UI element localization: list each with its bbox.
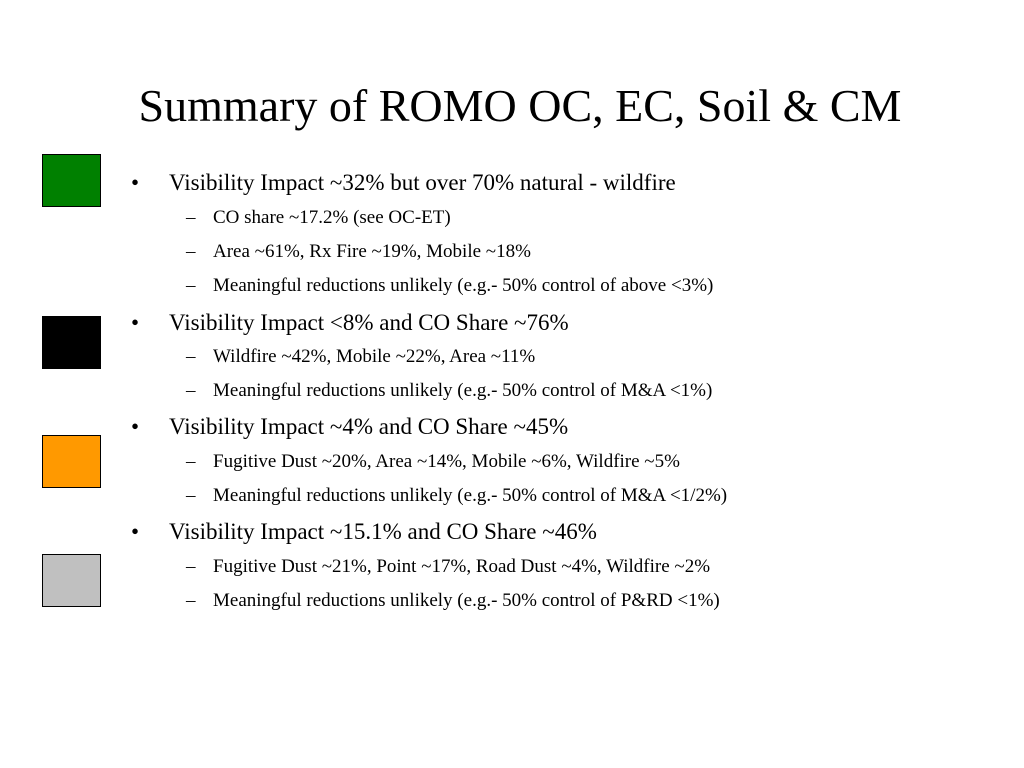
bullet-text: Visibility Impact <8% and CO Share ~76%	[169, 310, 569, 335]
sub-bullet-text: Meaningful reductions unlikely (e.g.- 50% control of M&A <1/2%)	[213, 485, 728, 506]
sub-bullet-item	[186, 379, 712, 403]
dash-marker: –	[186, 451, 196, 472]
ec-color-swatch	[42, 316, 101, 369]
sub-bullet-text: Meaningful reductions unlikely (e.g.- 50% control of P&RD <1%)	[213, 590, 720, 611]
sub-bullet-text: Wildfire ~42%, Mobile ~22%, Area ~11%	[213, 346, 536, 367]
sub-bullet-text: Meaningful reductions unlikely (e.g.- 50% control of above <3%)	[213, 275, 714, 296]
bullet-text: Visibility Impact ~32% but over 70% natural - wildfire	[169, 170, 676, 195]
dash-marker: –	[186, 346, 196, 367]
bullet-item	[131, 169, 676, 197]
sub-bullet-text: Area ~61%, Rx Fire ~19%, Mobile ~18%	[213, 241, 531, 262]
oc-color-swatch	[42, 154, 101, 207]
sub-bullet-item	[186, 555, 710, 579]
bullet-text: Visibility Impact ~4% and CO Share ~45%	[169, 414, 569, 439]
bullet-marker: •	[131, 519, 140, 544]
sub-bullet-item	[186, 274, 713, 298]
dash-marker: –	[186, 207, 196, 228]
bullet-item	[131, 413, 568, 441]
bullet-marker: •	[131, 310, 140, 335]
dash-marker: –	[186, 275, 196, 296]
sub-bullet-text: Fugitive Dust ~20%, Area ~14%, Mobile ~6%, Wildfire ~5%	[213, 451, 680, 472]
soil-color-swatch	[42, 435, 101, 488]
cm-color-swatch	[42, 554, 101, 607]
dash-marker: –	[186, 590, 196, 611]
bullet-marker: •	[131, 414, 140, 439]
sub-bullet-text: Meaningful reductions unlikely (e.g.- 50% control of M&A <1%)	[213, 380, 713, 401]
sub-bullet-text: CO share ~17.2% (see OC-ET)	[213, 207, 451, 228]
bullet-item	[131, 309, 569, 337]
slide-title: Summary of ROMO OC, EC, Soil & CM	[138, 80, 902, 131]
sub-bullet-item	[186, 450, 680, 474]
sub-bullet-item	[186, 484, 727, 508]
dash-marker: –	[186, 380, 196, 401]
sub-bullet-item	[186, 240, 531, 264]
sub-bullet-item	[186, 589, 720, 613]
bullet-marker: •	[131, 170, 140, 195]
bullet-item	[131, 518, 597, 546]
bullet-text: Visibility Impact ~15.1% and CO Share ~46%	[169, 519, 597, 544]
dash-marker: –	[186, 241, 196, 262]
dash-marker: –	[186, 485, 196, 506]
sub-bullet-item	[186, 206, 451, 230]
dash-marker: –	[186, 556, 196, 577]
sub-bullet-item	[186, 345, 535, 369]
sub-bullet-text: Fugitive Dust ~21%, Point ~17%, Road Dust ~4%, Wildfire ~2%	[213, 556, 711, 577]
